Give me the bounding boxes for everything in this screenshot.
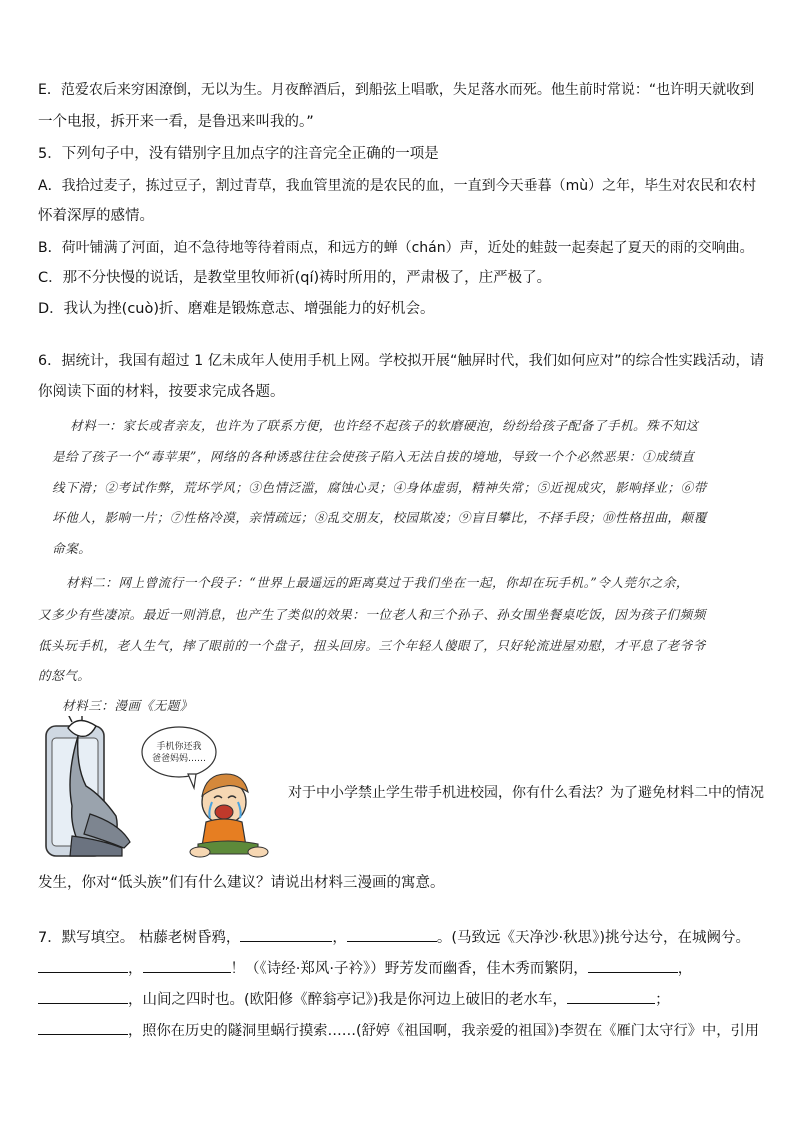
q6-question-line1: 对于中小学禁止学生带手机进校园，你有什么看法？为了避免材料二中的情况 bbox=[288, 785, 764, 801]
q5-stem: 5．下列句子中，没有错别字且加点字的注音完全正确的一项是 bbox=[38, 146, 439, 162]
bubble-line: 手机你还我 bbox=[156, 742, 202, 752]
q7-line1: 7．默写填空。 枯藤老树昏鸦， ， 。(马致远《天净沙·秋思》)挑兮达兮，在城阙兮。 bbox=[38, 926, 764, 948]
crying-child bbox=[190, 774, 268, 857]
material-two-line: 材料二：网上曾流行一个段子：“世界上最遥远的距离莫过于我们坐在一起，你却在玩手机。”令人莞尔之余， bbox=[66, 575, 689, 590]
q5-option-a-line2: 怀着深厚的感情。 bbox=[38, 208, 154, 224]
q7-line4: ，照你在历史的隧洞里蜗行摸索……(舒婷《祖国啊，我亲爱的祖国》)李贺在《雁门太守行》中，引用 bbox=[38, 1019, 764, 1041]
q5-option-a-line1: A．我拾过麦子，拣过豆子，割过青草，我血管里流的是农民的血，一直到今天垂暮（mù）之年，毕生对农民和农村 bbox=[38, 178, 757, 194]
q5-option-d: D．我认为挫(cuò)折、磨难是锻炼意志、增强能力的好机会。 bbox=[38, 301, 435, 317]
cartoon-illustration bbox=[38, 716, 284, 862]
material-one-line: 命案。 bbox=[52, 541, 92, 556]
q5-option-b: B．荷叶铺满了河面，迫不急待地等待着雨点，和远方的蝉（chán）声，近处的蛙鼓一起奏起了夏天的雨的交响曲。 bbox=[38, 240, 754, 256]
material-three-title: 材料三：漫画《无题》 bbox=[62, 698, 193, 713]
material-one-line: 坏他人，影响一片；⑦性格冷漠，亲情疏远；⑧乱交朋友，校园欺凌；⑨盲目攀比，不择手段；⑩性格扭曲，颠覆 bbox=[52, 510, 707, 525]
material-two-line: 又多少有些凄凉。最近一则消息，也产生了类似的效果：一位老人和三个孙子、孙女围坐餐桌吃饭，因为孩子们频频 bbox=[38, 607, 706, 622]
speech-bubble bbox=[142, 727, 216, 777]
material-two-line: 低头玩手机，老人生气，摔了眼前的一个盘子，扭头回房。三个年轻人傻眼了，只好轮流进屋劝慰，才平息了老爷爷 bbox=[38, 638, 706, 653]
answer-blank[interactable] bbox=[240, 926, 332, 942]
answer-blank[interactable] bbox=[347, 926, 437, 942]
answer-blank[interactable] bbox=[588, 957, 678, 973]
answer-blank[interactable] bbox=[38, 1019, 128, 1035]
q4-option-e-line1: E．范爱农后来穷困潦倒，无以为生。月夜醉酒后，到船弦上唱歌，失足落水而死。他生前时常说：“也许明天就收到 bbox=[38, 82, 755, 98]
q6-question-line2: 发生，你对“低头族”们有什么建议？请说出材料三漫画的寓意。 bbox=[38, 875, 445, 891]
answer-blank[interactable] bbox=[143, 957, 231, 973]
answer-blank[interactable] bbox=[567, 988, 655, 1004]
q5-option-c: C．那不分快慢的说话，是教堂里牧师祈(qí)祷时所用的，严肃极了，庄严极了。 bbox=[38, 270, 552, 286]
q7-line3: ，山间之四时也。(欧阳修《醉翁亭记》)我是你河边上破旧的老水车， ； bbox=[38, 988, 764, 1010]
q6-stem-line2: 你阅读下面的材料，按要求完成各题。 bbox=[38, 384, 285, 400]
q6-stem-line1: 6．据统计，我国有超过 1 亿未成年人使用手机上网。学校拟开展“触屏时代，我们如何应对”的综合性实践活动，请 bbox=[38, 353, 764, 369]
q7-line2: ， ！（《诗经·郑风·子衿》）野芳发而幽香，佳木秀而繁阴， ， bbox=[38, 957, 764, 979]
answer-blank[interactable] bbox=[38, 988, 128, 1004]
answer-blank[interactable] bbox=[38, 957, 128, 973]
material-one-line: 材料一：家长或者亲友，也许为了联系方便，也许经不起孩子的软磨硬泡，纷纷给孩子配备了手机。殊不知这 bbox=[70, 418, 699, 433]
material-two-line: 的怒气。 bbox=[38, 668, 91, 683]
material-one-line: 是给了孩子一个“毒苹果”，网络的各种诱惑往往会使孩子陷入无法自拔的境地，导致一个个必然恶果：①成绩直 bbox=[52, 449, 695, 464]
bubble-line: 爸爸妈妈…… bbox=[151, 754, 207, 764]
q4-option-e-line2: 一个电报，拆开来一看，是鲁迅来叫我的。” bbox=[38, 114, 314, 130]
material-one-line: 线下滑；②考试作弊，荒坏学风；③色情泛滥，腐蚀心灵；④身体虚弱，精神失常；⑤近视成灾，影响择业；⑥带 bbox=[52, 480, 707, 495]
